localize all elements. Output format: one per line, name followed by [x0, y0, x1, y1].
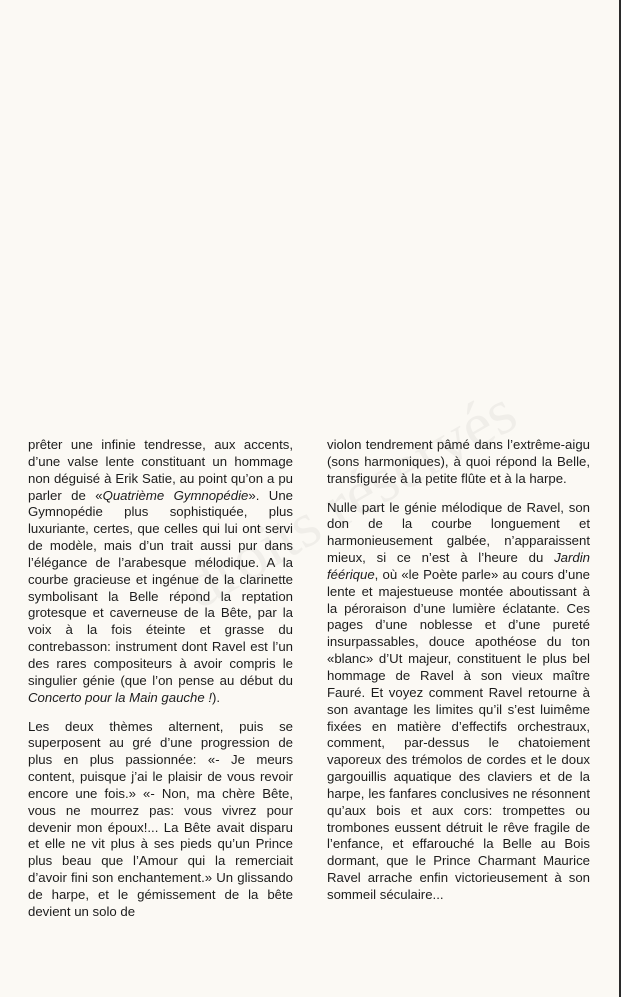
text-run: Nulle part le génie mélodique de Ravel, son don de la courbe longuement et harmonieusement galbée, n’apparaissent mieux, si ce n’est à l’heure du [327, 499, 590, 566]
paragraph [327, 500, 590, 904]
paragraph: violon tendrement pâmé dans l’extrême-aigu (sons harmoniques), à quoi répond la Belle, transfigurée à la petite flûte et à la harpe. [327, 437, 590, 486]
text-column-left [28, 437, 293, 933]
paragraph: Les deux thèmes alternent, puis se superposent au gré d’une progression de plus en plus passionnée: «- Je meurs content, puisque j’ai le plaisir de vous revoir encore une fois.» «- Non, ma chère Bête, vous ne mourrez pas: vous vivrez pour devenir mon époux!... La Bête avait disparu et elle ne vit plus à ses pieds qu’un Prince plus beau que l’Amour qui la remerciait d’avoir fini son enchantement.» Un glissando de harpe, et le gémissement de la bête devient un solo de [28, 718, 293, 919]
text-run: ». Une Gymnopédie plus sophistiquée, plus luxuriante, certes, que celles qui lui ont servi de modèle, mais d’un trait aussi pur dans l’élégance de l’arabesque mélodique. A la courbe gracieuse et ingénue de la clarinette symbolisant la Belle répond la reptation grotesque et caverneuse de la Bête, par la voix à la fois éteinte et grasse du contrebasson: instrument dont Ravel est l’un des rares compositeurs à avoir compris le singulier génie (que l’on pense au début du [28, 487, 293, 688]
text-run: , où «le Poète parle» au cours d’une lente et majestueuse montée aboutissant à la péroraison d’une lumière éclatante. Ces pages d’une noblesse et d’une pureté insurpassables, douce apothéose du ton «blanc» d’Ut majeur, constituent le plus bel hommage de Ravel à son vieux maître Fauré. Et voyez comment Ravel retourne à son avantage les limites qu’il s’est luimême fixées en matière d’effectifs orchestraux, comment, par-dessus le chatoiement vaporeux des trémolos de cordes et le doux gargouillis aquatique des claviers et de la harpe, les fanfares conclusives ne résonnent qu’aux bois et aux cors: trompettes ou trombones eussent détruit le rêve fragile de l’enfance, et effarouché la Belle au Bois dormant, que le Prince Charmant Maurice Ravel arrache enfin victorieusement à son sommeil séculaire... [327, 566, 590, 902]
text-column-right [327, 437, 590, 916]
text-run: ). [212, 689, 221, 705]
italic-title: Jardin féérique [327, 550, 590, 582]
italic-title: Quatrième Gymnopédie [102, 487, 249, 503]
italic-title: Concerto pour la Main gauche ! [28, 689, 213, 705]
paragraph [28, 437, 293, 707]
text-run: prêter une infinie tendresse, aux accents, d’une valse lente constituant un hommage non déguisé à Erik Satie, au point qu’on a pu parler de « [28, 437, 293, 503]
